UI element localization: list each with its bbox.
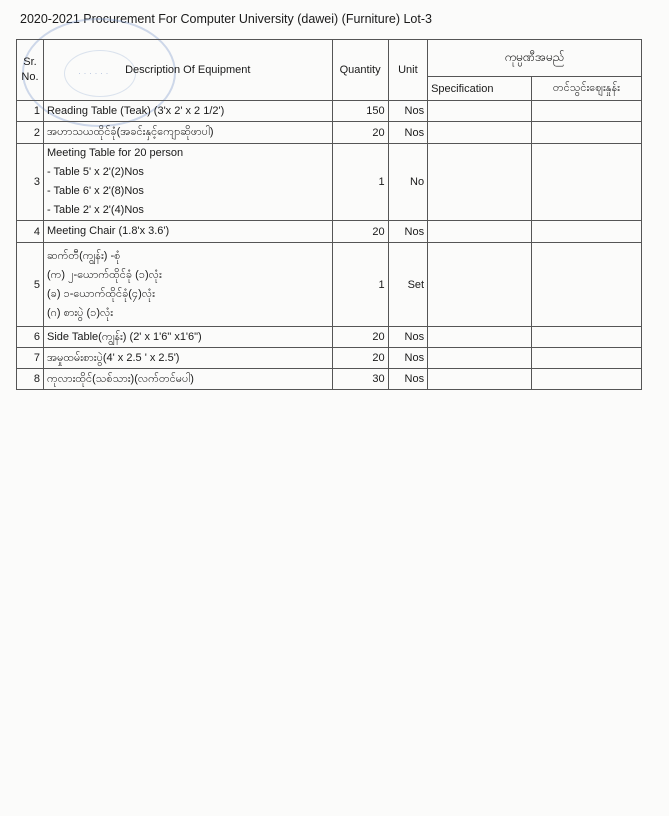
header-quantity: Quantity	[332, 40, 388, 101]
row-number: 5	[17, 243, 44, 327]
row-number: 1	[17, 101, 44, 122]
row-unit: Set	[388, 243, 427, 327]
row-number: 4	[17, 221, 44, 243]
row-description	[43, 144, 332, 221]
row-specification-cell	[428, 122, 532, 144]
description-line: - Table 6' x 2'(8)Nos	[46, 185, 144, 197]
row-price-cell	[531, 348, 641, 369]
table-row	[17, 348, 642, 369]
row-unit: Nos	[388, 122, 427, 144]
header-unit: Unit	[388, 40, 427, 101]
header-company-name: ကုမ္ပဏီအမည်	[428, 40, 642, 77]
header-specification: Specification	[428, 77, 532, 101]
row-specification-cell	[428, 144, 532, 221]
row-description	[43, 101, 332, 122]
row-quantity: 20	[332, 122, 388, 144]
description-line: ကုလားထိုင်(သစ်သား)(လက်တင်မပါ)	[46, 372, 194, 385]
row-price-cell	[531, 243, 641, 327]
row-price-cell	[531, 101, 641, 122]
row-description	[43, 348, 332, 369]
table-row	[17, 101, 642, 122]
description-line: (ဂ) စားပွဲ (၁)လုံး	[46, 306, 114, 319]
row-unit: Nos	[388, 101, 427, 122]
row-quantity: 20	[332, 348, 388, 369]
row-number: 7	[17, 348, 44, 369]
description-line: Reading Table (Teak) (3'x 2' x 2 1/2')	[46, 104, 225, 117]
row-description	[43, 369, 332, 390]
row-specification-cell	[428, 327, 532, 348]
row-quantity: 1	[332, 243, 388, 327]
row-specification-cell	[428, 221, 532, 243]
row-quantity: 20	[332, 221, 388, 243]
table-header-row	[17, 40, 642, 77]
row-quantity: 150	[332, 101, 388, 122]
row-specification-cell	[428, 101, 532, 122]
row-number: 3	[17, 144, 44, 221]
table-row	[17, 243, 642, 327]
row-description	[43, 327, 332, 348]
row-price-cell	[531, 144, 641, 221]
header-price: တင်သွင်းဈေးနှုန်း	[531, 77, 641, 101]
description-line: Side Table(ကျွန်း) (2' x 1'6" x1'6")	[46, 330, 202, 343]
row-unit: Nos	[388, 369, 427, 390]
row-description	[43, 122, 332, 144]
row-unit: Nos	[388, 221, 427, 243]
description-line: အမှုထမ်းစားပွဲ(4' x 2.5 ' x 2.5')	[46, 351, 180, 364]
description-line: ဆက်တီ(ကျွန်း) -စုံ	[46, 249, 121, 262]
row-unit: No	[388, 144, 427, 221]
row-price-cell	[531, 221, 641, 243]
table-row	[17, 221, 642, 243]
row-number: 6	[17, 327, 44, 348]
row-description	[43, 243, 332, 327]
table-row	[17, 369, 642, 390]
description-line: - Table 2' x 2'(4)Nos	[46, 204, 144, 216]
row-number: 8	[17, 369, 44, 390]
row-quantity: 30	[332, 369, 388, 390]
row-specification-cell	[428, 243, 532, 327]
description-line: (ခ) ၁-ယောက်ထိုင်ခုံ(၄)လုံး	[46, 287, 155, 300]
seal-mark: · · · · · ·	[78, 68, 109, 78]
row-specification-cell	[428, 369, 532, 390]
description-line: (က) ၂-ယောက်ထိုင်ခုံ (၁)လုံး	[46, 268, 162, 281]
description-line: Meeting Table for 20 person	[46, 147, 184, 159]
description-line: အဟာသယထိုင်ခုံ(အခင်းနှင့်ကျောဆိုဖာပါ)	[46, 126, 214, 138]
row-description	[43, 221, 332, 243]
table-row	[17, 144, 642, 221]
row-unit: Nos	[388, 348, 427, 369]
row-unit: Nos	[388, 327, 427, 348]
row-specification-cell	[428, 348, 532, 369]
description-line: - Table 5' x 2'(2)Nos	[46, 166, 144, 178]
row-quantity: 1	[332, 144, 388, 221]
header-description: Description Of Equipment	[43, 40, 332, 101]
procurement-table	[16, 39, 642, 390]
row-price-cell	[531, 369, 641, 390]
table-row	[17, 122, 642, 144]
row-price-cell	[531, 122, 641, 144]
header-sr-no: Sr. No.	[17, 40, 44, 101]
description-line: Meeting Chair (1.8'x 3.6')	[46, 225, 170, 237]
document-title: 2020-2021 Procurement For Computer University (dawei) (Furniture) Lot-3	[20, 12, 432, 26]
table-row	[17, 327, 642, 348]
row-number: 2	[17, 122, 44, 144]
row-quantity: 20	[332, 327, 388, 348]
row-price-cell	[531, 327, 641, 348]
